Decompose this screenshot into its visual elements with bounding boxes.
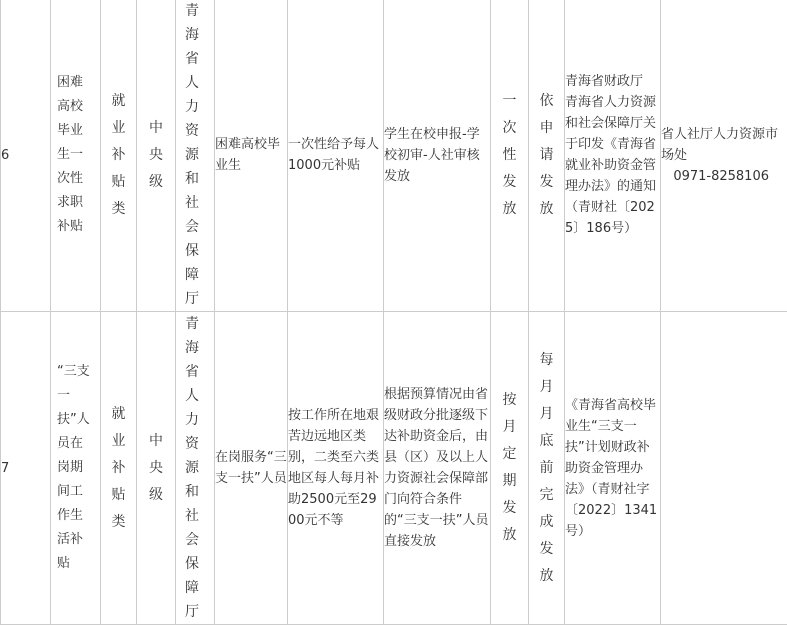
- level: 中央级: [148, 428, 164, 509]
- subsidy-name: 困难高校毕业生一次性求职补贴: [57, 71, 93, 239]
- target-cell: [215, 0, 288, 312]
- category-cell: [101, 312, 137, 625]
- table-row: [1, 312, 787, 625]
- frequency-cell: [491, 312, 529, 625]
- category: 就业补贴类: [111, 401, 127, 536]
- table-row: [1, 0, 787, 312]
- department: 青海省人力资源和社会保障厅: [185, 312, 201, 624]
- row-number: 6: [1, 148, 9, 163]
- target: 在岗服务“三支一扶”人员: [215, 447, 287, 489]
- standard-cell: [288, 0, 384, 312]
- frequency: 按月定期发放: [502, 387, 518, 549]
- frequency: 一次性发放: [502, 88, 518, 223]
- subsidy-name-cell: [51, 0, 101, 312]
- contact-phone: 0971-8258106: [661, 166, 787, 187]
- department-cell: [176, 0, 215, 312]
- target-cell: [215, 312, 288, 625]
- level: 中央级: [148, 115, 164, 196]
- row-number-cell: [1, 312, 51, 625]
- basis: 《青海省高校毕业生“三支一扶”计划财政补助资金管理办法》（青财社字〔2022〕1341号）: [565, 395, 660, 542]
- row-number: 7: [1, 461, 9, 476]
- category-cell: [101, 0, 137, 312]
- department: 青海省人力资源和社会保障厅: [185, 0, 201, 311]
- basis: 青海省财政厅 青海省人力资源和社会保障厅关于印发《青海省就业补助资金管理办法》的通知（青财社〔2025〕186号）: [565, 71, 660, 239]
- basis-cell: [565, 0, 661, 312]
- target: 困难高校毕业生: [215, 134, 287, 176]
- standard: 按工作所在地艰苦边远地区类别，二类至六类地区每人每月补助2500元至2900元不等: [288, 405, 383, 531]
- application: 每月月底前完成发放: [539, 347, 555, 590]
- subsidy-name-cell: [51, 312, 101, 625]
- level-cell: [137, 0, 176, 312]
- contact-office: 省人社厅人力资源市场处: [661, 124, 787, 166]
- basis-cell: [565, 312, 661, 625]
- row-number-cell: [1, 0, 51, 312]
- contact-cell: [661, 0, 787, 312]
- application-cell: [529, 312, 565, 625]
- category: 就业补贴类: [111, 88, 127, 223]
- method: 根据预算情况由省级财政分批逐级下达补助资金后，由县（区）及以上人力资源社会保障部门向符合条件的“三支一扶”人员直接发放: [384, 384, 490, 552]
- subsidy-name: “三支一扶”人员在岗期间工作生活补贴: [57, 360, 93, 576]
- application-cell: [529, 0, 565, 312]
- application: 依申请发放: [539, 88, 555, 223]
- standard-cell: [288, 312, 384, 625]
- frequency-cell: [491, 0, 529, 312]
- department-cell: [176, 312, 215, 625]
- level-cell: [137, 312, 176, 625]
- standard: 一次性给予每人1000元补贴: [288, 134, 383, 176]
- method: 学生在校申报-学校初审-人社审核发放: [384, 124, 490, 187]
- method-cell: [384, 0, 491, 312]
- contact-cell: [661, 312, 787, 625]
- method-cell: [384, 312, 491, 625]
